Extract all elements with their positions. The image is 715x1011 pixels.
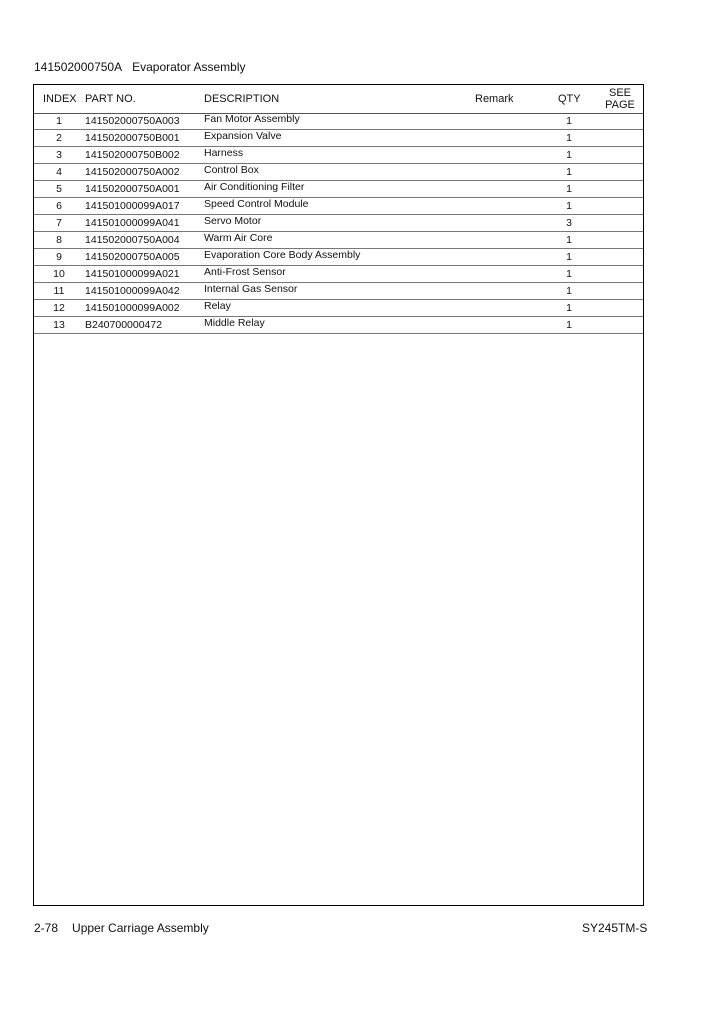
row-qty: 1 [566,183,572,195]
assembly-number: 141502000750A [34,60,123,74]
header-description: DESCRIPTION [204,93,280,105]
row-description: Air Conditioning Filter [204,181,305,193]
table-row [34,317,643,334]
row-qty: 1 [566,115,572,127]
row-description: Expansion Valve [204,130,282,142]
table-row [34,181,643,198]
document-title [34,60,245,74]
header-part-no: PART NO. [85,93,136,105]
row-index: 11 [53,285,65,297]
row-qty: 1 [566,149,572,161]
table-header [34,85,643,114]
table-row [34,300,643,317]
row-qty: 1 [566,200,572,212]
header-qty: QTY [558,93,581,105]
table-row [34,249,643,266]
header-index: INDEX [43,93,77,105]
row-part-no: 141501000099A002 [85,302,180,314]
row-index: 5 [56,183,62,195]
row-qty: 1 [566,319,572,331]
row-part-no: 141501000099A021 [85,268,180,280]
row-index: 12 [53,302,65,314]
table-row [34,198,643,215]
row-description: Relay [204,300,231,312]
table-row [34,130,643,147]
row-index: 8 [56,234,62,246]
row-index: 6 [56,200,62,212]
row-part-no: 141502000750A001 [85,183,180,195]
row-qty: 1 [566,251,572,263]
header-see-page [596,87,644,111]
row-description: Harness [204,147,244,159]
row-qty: 1 [566,166,572,178]
row-index: 4 [56,166,62,178]
footer-model: SY245TM-S [582,921,648,935]
row-qty: 1 [566,268,572,280]
footer-section: Upper Carriage Assembly [72,921,209,935]
row-description: Fan Motor Assembly [204,113,300,125]
row-description: Evaporation Core Body Assembly [204,249,361,261]
row-index: 7 [56,217,62,229]
row-part-no: 141501000099A041 [85,217,180,229]
row-part-no: B240700000472 [85,319,163,331]
row-part-no: 141502000750A004 [85,234,180,246]
row-index: 13 [53,319,65,331]
row-qty: 1 [566,285,572,297]
footer-left [34,921,209,935]
assembly-name: Evaporator Assembly [132,60,246,74]
row-index: 9 [56,251,62,263]
parts-table [33,84,644,906]
table-row [34,164,643,181]
row-description: Servo Motor [204,215,262,227]
header-see: SEE [608,87,631,99]
header-page: PAGE [605,99,635,111]
row-index: 1 [56,115,62,127]
table-row [34,215,643,232]
row-qty: 1 [566,234,572,246]
row-index: 2 [56,132,62,144]
row-description: Speed Control Module [204,198,309,210]
row-part-no: 141502000750A005 [85,251,180,263]
row-qty: 3 [566,217,572,229]
row-qty: 1 [566,302,572,314]
row-description: Internal Gas Sensor [204,283,298,295]
row-part-no: 141502000750B002 [85,149,180,161]
table-row [34,147,643,164]
row-description: Middle Relay [204,317,265,329]
row-part-no: 141502000750A003 [85,115,180,127]
row-part-no: 141502000750A002 [85,166,180,178]
row-index: 3 [56,149,62,161]
header-remark: Remark [475,93,514,105]
footer-page-number: 2-78 [34,921,59,935]
table-row [34,266,643,283]
row-description: Warm Air Core [204,232,273,244]
table-row [34,113,643,130]
row-description: Control Box [204,164,259,176]
row-index: 10 [53,268,65,280]
row-part-no: 141501000099A042 [85,285,180,297]
row-description: Anti-Frost Sensor [204,266,286,278]
row-part-no: 141501000099A017 [85,200,180,212]
row-qty: 1 [566,132,572,144]
table-row [34,283,643,300]
row-part-no: 141502000750B001 [85,132,180,144]
